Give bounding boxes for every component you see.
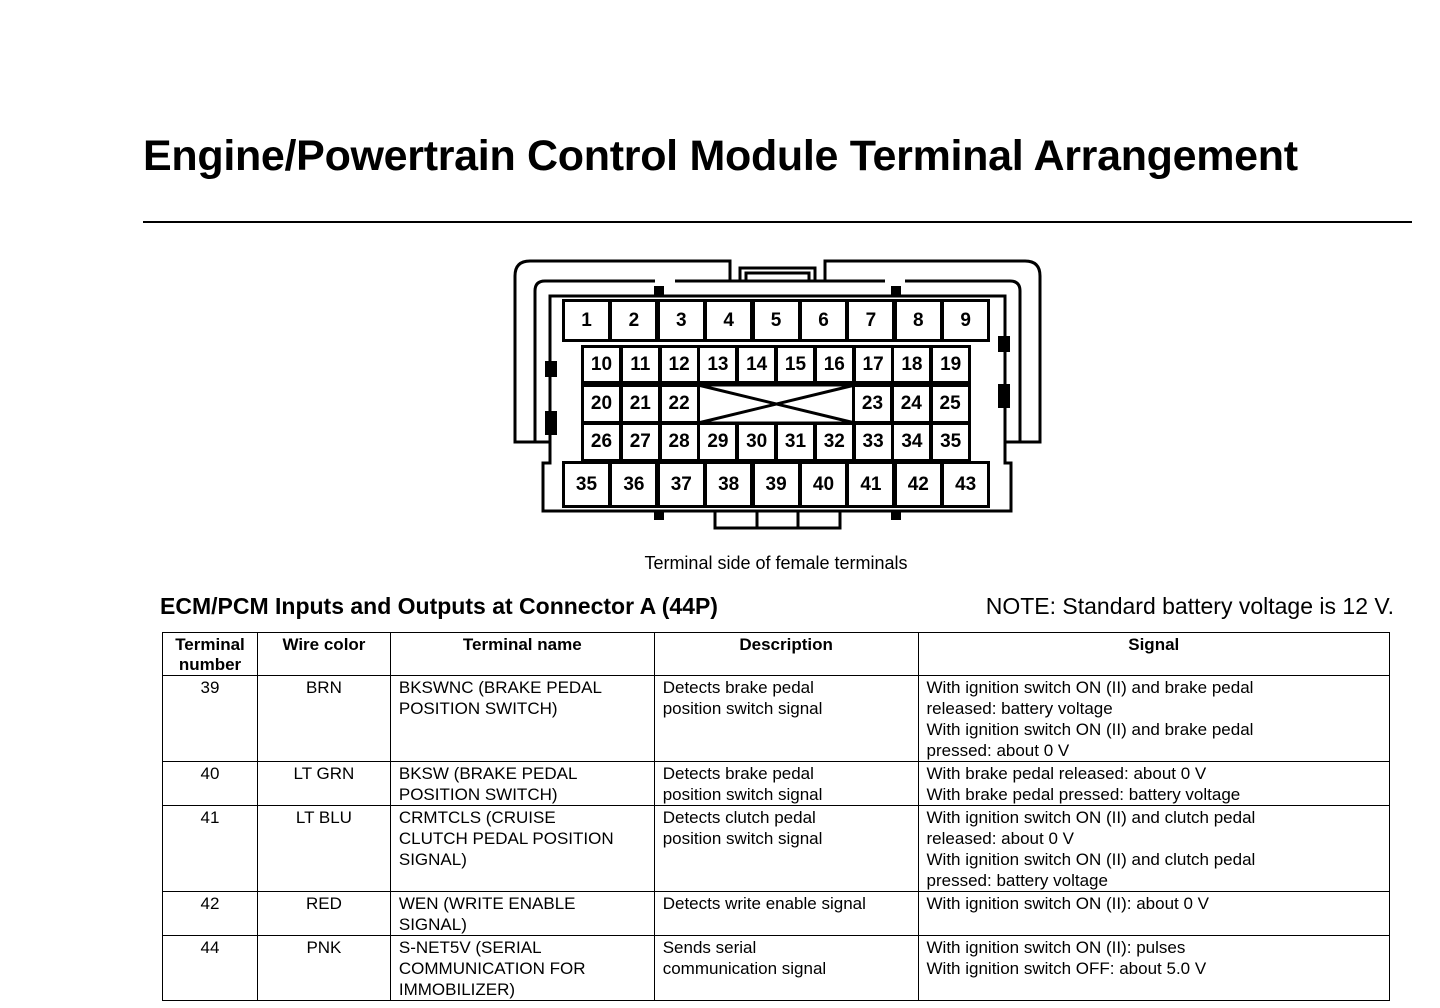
terminal-cell: 15 bbox=[775, 345, 816, 384]
terminal-cell: 24 bbox=[891, 384, 932, 424]
terminal-cell: 2 bbox=[609, 299, 658, 342]
wire-color: BRN bbox=[257, 676, 390, 762]
connector-caption: Terminal side of female terminals bbox=[644, 553, 908, 573]
terminal-cell: 30 bbox=[736, 422, 777, 462]
terminal-cell: 37 bbox=[657, 461, 706, 508]
terminal-cell: 26 bbox=[581, 422, 622, 462]
terminal-cell: 7 bbox=[846, 299, 895, 342]
signal: With ignition switch ON (II): about 0 V bbox=[918, 892, 1389, 936]
terminal-name: BKSWNC (BRAKE PEDAL POSITION SWITCH) bbox=[390, 676, 654, 762]
terminal-number: 40 bbox=[163, 762, 258, 806]
title-divider bbox=[143, 221, 1412, 223]
terminal-cell: 19 bbox=[930, 345, 971, 384]
signal: With brake pedal released: about 0 V With brake pedal pressed: battery voltage bbox=[918, 762, 1389, 806]
terminal-cell: 29 bbox=[697, 422, 738, 462]
terminal-cell: 35 bbox=[930, 422, 971, 462]
wire-color: LT GRN bbox=[257, 762, 390, 806]
terminal-cell: 27 bbox=[620, 422, 661, 462]
description: Detects brake pedal position switch signal bbox=[654, 762, 918, 806]
table-header-row bbox=[163, 633, 1390, 676]
terminal-cell: 10 bbox=[581, 345, 622, 384]
terminal-cell: 9 bbox=[941, 299, 990, 342]
terminal-cell: 35 bbox=[562, 461, 611, 508]
wire-color: RED bbox=[257, 892, 390, 936]
header-terminal-name: Terminal name bbox=[390, 633, 654, 676]
description: Detects write enable signal bbox=[654, 892, 918, 936]
terminal-cell: 23 bbox=[852, 384, 893, 424]
terminal-number: 41 bbox=[163, 806, 258, 892]
signal: With ignition switch ON (II): pulses With ignition switch OFF: about 5.0 V bbox=[918, 936, 1389, 1001]
terminal-cell: 40 bbox=[799, 461, 848, 508]
terminal-cell: 42 bbox=[894, 461, 943, 508]
io-table bbox=[162, 632, 1390, 1001]
table-row bbox=[163, 676, 1390, 762]
table-row bbox=[163, 806, 1390, 892]
terminal-number: 39 bbox=[163, 676, 258, 762]
terminal-cell: 21 bbox=[620, 384, 661, 424]
terminal-cell: 33 bbox=[853, 422, 894, 462]
wire-color: PNK bbox=[257, 936, 390, 1001]
terminal-cell: 36 bbox=[609, 461, 658, 508]
signal: With ignition switch ON (II) and brake pedal released: battery voltage With ignition switch ON (II) and brake pedal pressed: about 0 V bbox=[918, 676, 1389, 762]
terminal-cell: 31 bbox=[775, 422, 816, 462]
description: Sends serial communication signal bbox=[654, 936, 918, 1001]
signal: With ignition switch ON (II) and clutch pedal released: about 0 V With ignition switch ON (II) and clutch pedal pressed: battery voltage bbox=[918, 806, 1389, 892]
wire-color: LT BLU bbox=[257, 806, 390, 892]
voltage-note: NOTE: Standard battery voltage is 12 V. bbox=[985, 593, 1394, 619]
terminal-cell: 3 bbox=[657, 299, 706, 342]
terminal-cell: 18 bbox=[891, 345, 932, 384]
terminal-cell: 16 bbox=[814, 345, 855, 384]
description: Detects brake pedal position switch signal bbox=[654, 676, 918, 762]
terminal-cell: 5 bbox=[752, 299, 801, 342]
terminal-cell: 41 bbox=[846, 461, 895, 508]
terminal-cell: 28 bbox=[659, 422, 700, 462]
header-terminal-number: Terminal number bbox=[163, 633, 258, 676]
terminal-cell: 4 bbox=[704, 299, 753, 342]
page-title: Engine/Powertrain Control Module Terminal Arrangement bbox=[143, 132, 1298, 180]
connector-diagram bbox=[510, 256, 1050, 536]
terminal-cell: 20 bbox=[581, 384, 622, 424]
terminal-cell: 34 bbox=[891, 422, 932, 462]
header-signal: Signal bbox=[918, 633, 1389, 676]
terminal-name: CRMTCLS (CRUISE CLUTCH PEDAL POSITION SIGNAL) bbox=[390, 806, 654, 892]
terminal-number: 42 bbox=[163, 892, 258, 936]
terminal-cell: 11 bbox=[620, 345, 661, 384]
terminal-cell: 38 bbox=[704, 461, 753, 508]
terminal-cell: 12 bbox=[659, 345, 700, 384]
terminal-name: WEN (WRITE ENABLE SIGNAL) bbox=[390, 892, 654, 936]
terminal-cell: 14 bbox=[736, 345, 777, 384]
table-row bbox=[163, 892, 1390, 936]
header-description: Description bbox=[654, 633, 918, 676]
terminal-cell: 13 bbox=[697, 345, 738, 384]
table-row bbox=[163, 762, 1390, 806]
terminal-cell: 8 bbox=[894, 299, 943, 342]
terminal-cell: 22 bbox=[659, 384, 700, 424]
section-title: ECM/PCM Inputs and Outputs at Connector A (44P) bbox=[160, 593, 718, 619]
terminal-cell: 17 bbox=[853, 345, 894, 384]
terminal-cell: 32 bbox=[814, 422, 855, 462]
table-row bbox=[163, 936, 1390, 1001]
terminal-name: S-NET5V (SERIAL COMMUNICATION FOR IMMOBILIZER) bbox=[390, 936, 654, 1001]
terminal-name: BKSW (BRAKE PEDAL POSITION SWITCH) bbox=[390, 762, 654, 806]
terminal-cell: 25 bbox=[930, 384, 971, 424]
terminal-cell: 6 bbox=[799, 299, 848, 342]
header-wire-color: Wire color bbox=[257, 633, 390, 676]
terminal-cell: 1 bbox=[562, 299, 611, 342]
terminal-cell: 39 bbox=[752, 461, 801, 508]
description: Detects clutch pedal position switch signal bbox=[654, 806, 918, 892]
terminal-cell: 43 bbox=[941, 461, 990, 508]
terminal-number: 44 bbox=[163, 936, 258, 1001]
